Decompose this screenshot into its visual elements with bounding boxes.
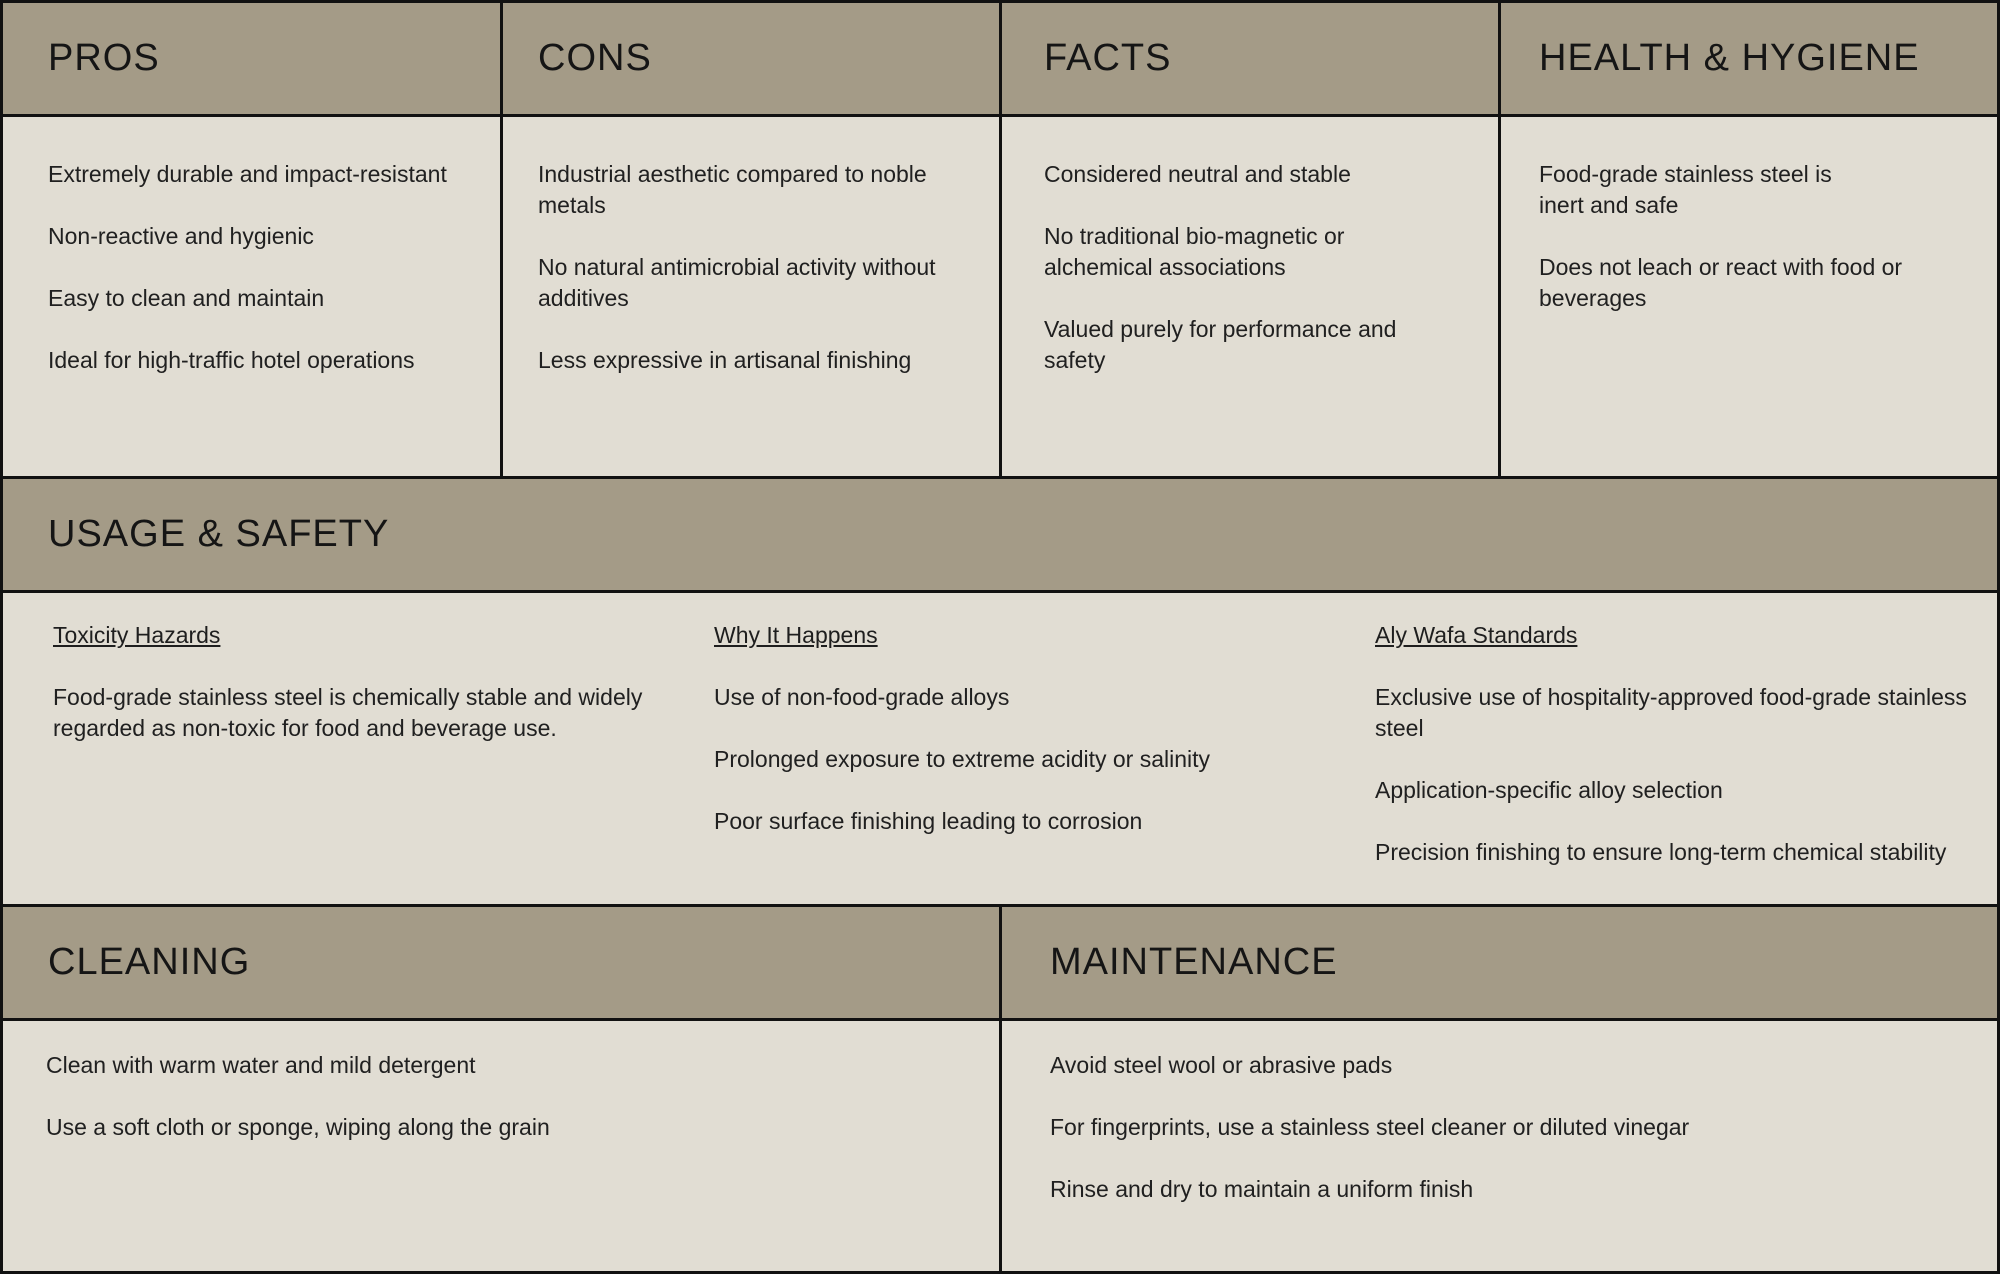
list-item: Exclusive use of hospitality-approved food-grade stainless steel [1375, 684, 1967, 741]
list-item: Easy to clean and maintain [48, 285, 325, 311]
usage-safety-title: USAGE & SAFETY [48, 513, 390, 555]
list-item: Industrial aesthetic compared to noble metals [538, 161, 927, 218]
list-item: Extremely durable and impact-resistant [48, 161, 447, 187]
usage-safety-header [3, 479, 1997, 593]
why-column [714, 620, 1314, 868]
pros-title: PROS [48, 37, 160, 79]
toxicity-heading: Toxicity Hazards [53, 622, 221, 648]
list-item: Non-reactive and hygienic [48, 223, 314, 249]
list-item: Clean with warm water and mild detergent [46, 1052, 476, 1078]
list-item: Ideal for high-traffic hotel operations [48, 347, 415, 373]
toxicity-column [53, 620, 653, 775]
pros-list [48, 159, 478, 407]
list-item: Less expressive in artisanal finishing [538, 347, 912, 373]
cleaning-title: CLEANING [48, 941, 251, 983]
standards-heading: Aly Wafa Standards [1375, 622, 1578, 648]
cons-title: CONS [538, 37, 652, 79]
list-item: Considered neutral and stable [1044, 161, 1351, 187]
list-item: Food-grade stainless steel is inert and safe [1539, 161, 1832, 218]
list-item: Food-grade stainless steel is chemically stable and widely regarded as non-toxic for food and beverage use. [53, 684, 643, 741]
list-item: Application-specific alloy selection [1375, 777, 1723, 803]
list-item: Avoid steel wool or abrasive pads [1050, 1052, 1393, 1078]
facts-list [1044, 159, 1454, 407]
standards-column [1375, 620, 1975, 899]
divider [500, 3, 503, 479]
divider [1498, 3, 1501, 479]
list-item: Precision finishing to ensure long-term chemical stability [1375, 839, 1947, 865]
why-heading: Why It Happens [714, 622, 878, 648]
health-hygiene-title: HEALTH & HYGIENE [1539, 37, 1920, 79]
maintenance-header [1002, 907, 1997, 1021]
cleaning-list [46, 1050, 946, 1174]
maintenance-list [1050, 1050, 1950, 1236]
list-item: Does not leach or react with food or beverages [1539, 254, 1903, 311]
list-item: Poor surface finishing leading to corrosion [714, 808, 1143, 834]
maintenance-title: MAINTENANCE [1050, 941, 1338, 983]
list-item: Rinse and dry to maintain a uniform finish [1050, 1176, 1474, 1202]
health-header [1501, 3, 1997, 117]
divider [999, 907, 1002, 1271]
list-item: No natural antimicrobial activity without additives [538, 254, 936, 311]
health-list [1539, 159, 1949, 345]
list-item: No traditional bio-magnetic or alchemical associations [1044, 223, 1345, 280]
list-item: Use of non-food-grade alloys [714, 684, 1010, 710]
list-item: Valued purely for performance and safety [1044, 316, 1397, 373]
cons-header [503, 3, 1002, 117]
cons-list [538, 159, 968, 407]
divider [999, 3, 1002, 479]
list-item: Use a soft cloth or sponge, wiping along the grain [46, 1114, 550, 1140]
pros-header [3, 3, 503, 117]
list-item: Prolonged exposure to extreme acidity or salinity [714, 746, 1211, 772]
list-item: For fingerprints, use a stainless steel cleaner or diluted vinegar [1050, 1114, 1690, 1140]
cleaning-header [3, 907, 1002, 1021]
facts-title: FACTS [1044, 37, 1172, 79]
facts-header [1002, 3, 1501, 117]
